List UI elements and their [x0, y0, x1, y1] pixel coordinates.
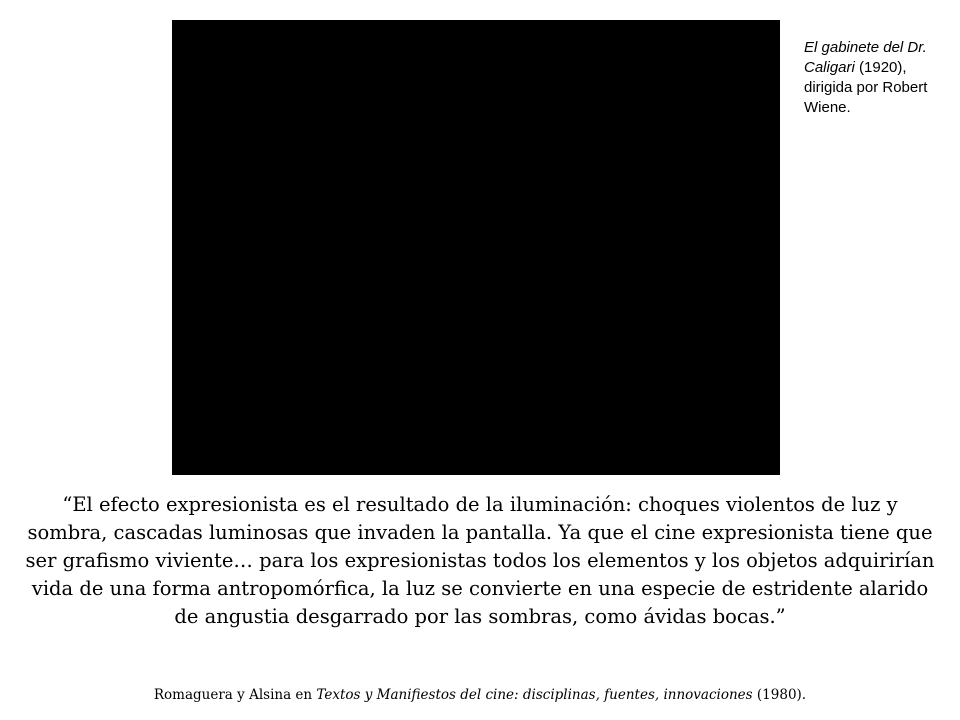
caption-film-title: El gabinete del Dr. Caligari	[804, 39, 927, 76]
citation-authors: Romaguera y Alsina en	[153, 687, 313, 703]
film-still-image	[172, 20, 780, 475]
caption-film-details: (1920), dirigida por Robert Wiene.	[804, 59, 928, 116]
expressionism-quote: “El efecto expresionista es el resultado de la iluminación: choques violentos de luz y sombra, cascadas luminosas que invaden la pantalla. Ya que el cine expresionista tiene que ser grafismo viviente… para los expresionistas todos los elementos y los objetos adquirirían vida de una forma antropomórfica, la luz se convierte en una especie de estridente alarido de angustia desgarrado por las sombras, como ávidas bocas.”	[25, 493, 935, 628]
quote-citation	[10, 685, 950, 705]
citation-year: (1980).	[756, 687, 807, 703]
image-caption	[804, 38, 944, 118]
citation-work-title: Textos y Manifiestos del cine: disciplinas, fuentes, innovaciones	[316, 687, 753, 703]
